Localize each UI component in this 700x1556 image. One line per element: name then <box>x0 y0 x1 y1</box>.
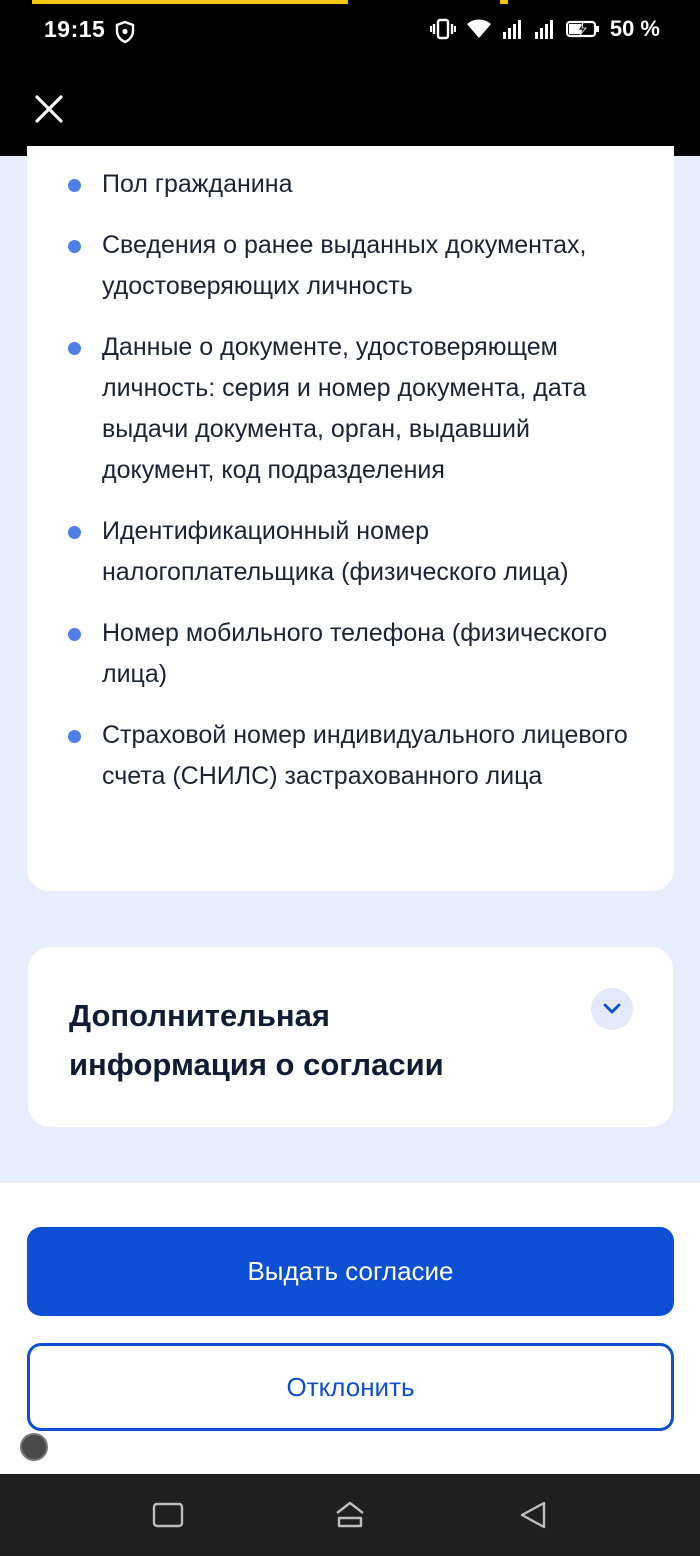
list-item-text: Данные о документе, удостоверяющем личность: серия и номер документа, дата выдачи документа, орган, выдавший документ, код подразделения <box>102 333 587 484</box>
list-item <box>27 613 674 695</box>
give-consent-button[interactable]: Выдать согласие <box>27 1227 674 1316</box>
home-icon[interactable] <box>334 1500 366 1530</box>
list-item <box>27 511 674 593</box>
status-bar <box>0 0 700 62</box>
bullet-icon <box>68 179 81 192</box>
bullet-icon <box>68 240 81 253</box>
battery-percent: 50 % <box>609 16 660 41</box>
list-item-text: Номер мобильного телефона (физического лица) <box>102 619 608 688</box>
list-item-text: Пол гражданина <box>102 170 293 198</box>
bullet-icon <box>68 628 81 641</box>
app-bar <box>0 62 700 156</box>
decline-button[interactable]: Отклонить <box>27 1343 674 1431</box>
consent-data-card <box>27 146 674 891</box>
vibrate-icon <box>430 18 456 40</box>
list-item <box>27 225 674 307</box>
bullet-icon <box>68 730 81 743</box>
battery-charging-icon <box>566 19 600 39</box>
system-nav-bar <box>0 1474 700 1556</box>
extra-info-title: Дополнительная информация о согласии <box>69 998 444 1082</box>
list-item <box>27 327 674 491</box>
progress-strip-dot <box>500 0 508 4</box>
signal-icon-2 <box>534 18 556 40</box>
bullet-icon <box>68 526 81 539</box>
progress-strip <box>32 0 348 4</box>
chevron-down-icon <box>603 1003 621 1015</box>
content-area[interactable] <box>0 156 700 1183</box>
list-item <box>27 715 674 797</box>
assistive-touch-button[interactable] <box>20 1433 48 1461</box>
list-item-text: Идентификационный номер налогоплательщика (физического лица) <box>102 517 569 586</box>
recent-apps-icon[interactable] <box>152 1500 184 1530</box>
extra-info-accordion[interactable] <box>28 947 673 1127</box>
shield-icon <box>114 20 136 44</box>
expand-button[interactable] <box>591 988 633 1030</box>
list-item <box>27 164 674 205</box>
consent-data-list <box>27 164 674 817</box>
wifi-icon <box>466 18 492 40</box>
bullet-icon <box>68 342 81 355</box>
close-icon[interactable] <box>28 88 70 130</box>
signal-icon <box>502 18 524 40</box>
list-item-text: Сведения о ранее выданных документах, удостоверяющих личность <box>102 231 587 300</box>
status-time: 19:15 <box>44 16 106 42</box>
list-item-text: Страховой номер индивидуального лицевого счета (СНИЛС) застрахованного лица <box>102 721 628 790</box>
action-panel <box>0 1183 700 1474</box>
back-icon[interactable] <box>518 1500 550 1530</box>
